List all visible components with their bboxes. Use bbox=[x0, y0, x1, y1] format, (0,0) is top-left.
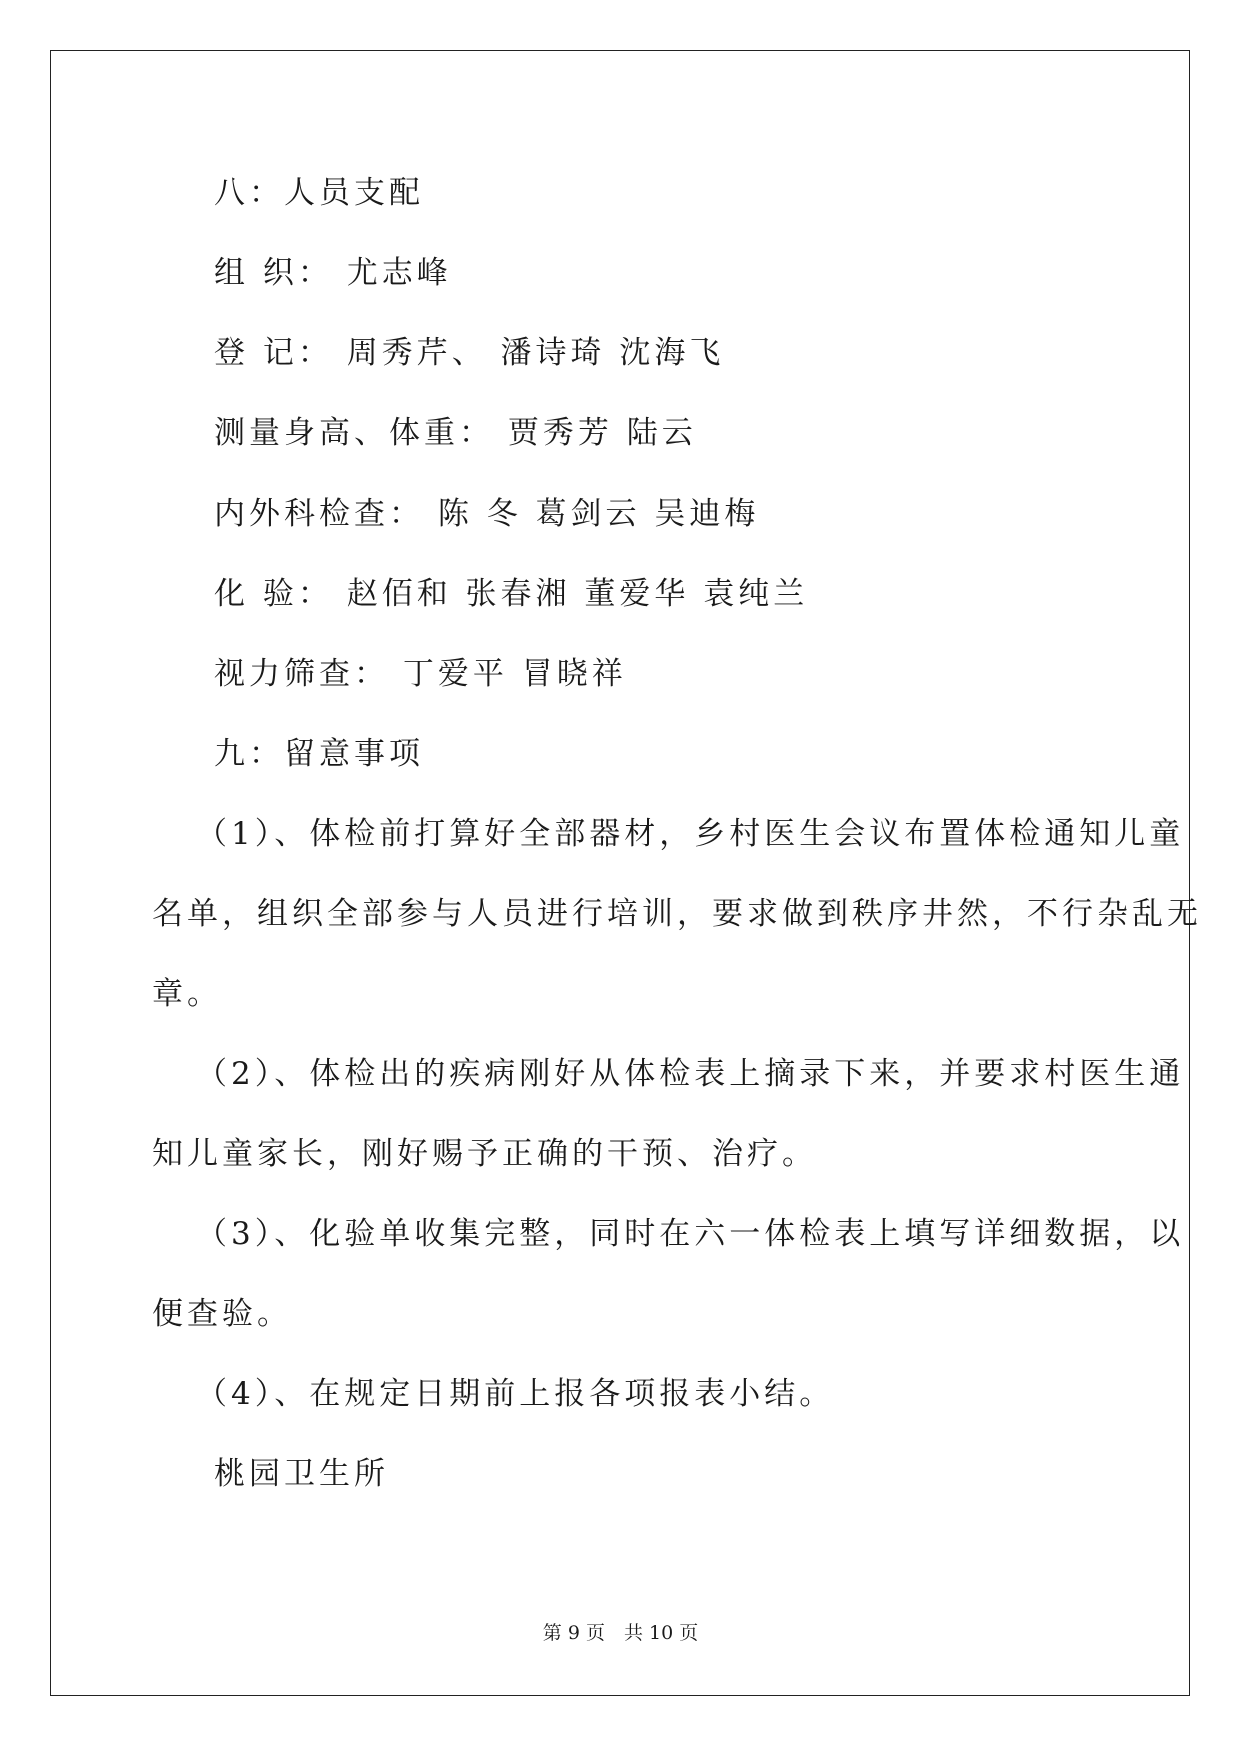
staff-organizer-line: 组 织： 尤志峰 bbox=[214, 255, 452, 291]
note-4-line-1: （4）、在规定日期前上报各项报表小结。 bbox=[196, 1376, 835, 1412]
page-border bbox=[50, 50, 1190, 1696]
staff-registration-line: 登 记： 周秀芹、 潘诗琦 沈海飞 bbox=[214, 335, 725, 371]
section-heading-notes: 九：留意事项 bbox=[214, 736, 424, 772]
signature-organization: 桃园卫生所 bbox=[214, 1456, 389, 1492]
section-heading-staffing: 八：人员支配 bbox=[214, 175, 424, 211]
note-3-line-1: （3）、化验单收集完整，同时在六一体检表上填写详细数据，以 bbox=[196, 1216, 1185, 1252]
note-1-line-1: （1）、体检前打算好全部器材，乡村医生会议布置体检通知儿童 bbox=[196, 816, 1185, 852]
note-1-line-3: 章。 bbox=[152, 976, 222, 1012]
staff-measurement-line: 测量身高、体重： 贾秀芳 陆云 bbox=[214, 415, 697, 451]
note-1-line-2: 名单，组织全部参与人员进行培训，要求做到秩序井然，不行杂乱无 bbox=[152, 896, 1202, 932]
page-number-footer: 第 9 页 共 10 页 bbox=[542, 1622, 699, 1644]
staff-vision-line: 视力筛查： 丁爱平 冒晓祥 bbox=[214, 656, 627, 692]
note-2-line-1: （2）、体检出的疾病刚好从体检表上摘录下来，并要求村医生通 bbox=[196, 1056, 1185, 1092]
note-2-line-2: 知儿童家长，刚好赐予正确的干预、治疗。 bbox=[152, 1136, 817, 1172]
staff-lab-line: 化 验： 赵佰和 张春湘 董爱华 袁纯兰 bbox=[214, 576, 809, 612]
note-3-line-2: 便查验。 bbox=[152, 1296, 292, 1332]
staff-exam-line: 内外科检查： 陈 冬 葛剑云 吴迪梅 bbox=[214, 496, 760, 532]
